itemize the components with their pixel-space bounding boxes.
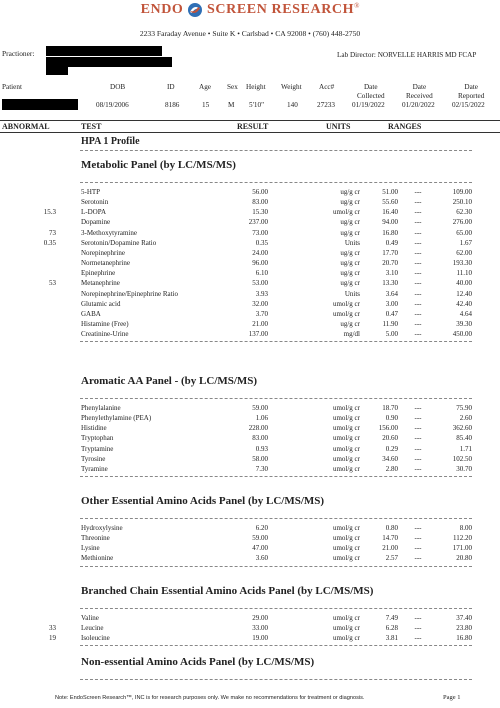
range-high: 112.20 — [453, 534, 472, 543]
id-col-header: ID — [167, 83, 175, 91]
logo-swirl-icon — [187, 2, 203, 18]
range-high: 450.00 — [452, 330, 472, 339]
result-row — [0, 269, 500, 279]
range-low: 0.47 — [385, 309, 398, 318]
range-high: 4.64 — [459, 309, 472, 318]
abnormal-value: 19 — [49, 634, 56, 643]
range-low: 55.60 — [382, 198, 398, 207]
range-high: 276.00 — [452, 218, 472, 227]
result-row — [0, 524, 500, 534]
units-value: umol/g cr — [332, 444, 360, 453]
range-high: 193.30 — [452, 259, 472, 268]
section-end-divider — [80, 645, 472, 646]
range-separator: --- — [414, 454, 422, 463]
received-col-header — [406, 83, 433, 101]
test-name: Epinephrine — [81, 269, 116, 278]
range-high: 362.60 — [452, 424, 472, 433]
range-high: 62.00 — [456, 248, 472, 257]
profile-divider — [80, 150, 472, 151]
result-row — [0, 330, 500, 340]
test-name: Histidine — [81, 424, 107, 433]
weight-col-header: Weight — [281, 83, 302, 91]
units-value: umol/g cr — [332, 404, 360, 412]
section-divider — [80, 608, 472, 609]
brand-logo — [0, 2, 500, 18]
profile-title: HPA 1 Profile — [81, 136, 140, 147]
result-row — [0, 624, 500, 634]
range-low: 156.00 — [378, 424, 398, 433]
lab-director: Lab Director: NORVELLE HARRIS MD FCAP — [337, 51, 477, 59]
range-high: 2.60 — [459, 414, 472, 423]
units-value: umol/g cr — [332, 208, 360, 217]
test-name: Tyrosine — [81, 454, 106, 463]
result-row — [0, 208, 500, 218]
range-high: 12.40 — [456, 289, 472, 298]
test-name: Methionine — [81, 554, 114, 563]
units-value: ug/g cr — [340, 218, 360, 227]
range-low: 0.29 — [385, 444, 398, 453]
patient-dob: 08/19/2006 — [96, 101, 129, 109]
abnormal-value: 53 — [49, 279, 56, 288]
test-name: Tryptamine — [81, 444, 114, 453]
test-name: Tryptophan — [81, 434, 114, 443]
range-separator: --- — [414, 424, 422, 433]
test-name: Norepinephrine/Epinephrine Ratio — [81, 289, 178, 298]
patient-weight: 140 — [287, 101, 298, 109]
patient-reported: 02/15/2022 — [452, 101, 485, 109]
abnormal-value: 15.3 — [43, 208, 56, 217]
section-title: Non-essential Amino Acids Panel (by LC/MS/MS) — [81, 656, 315, 668]
result-value: 53.00 — [252, 279, 268, 288]
range-separator: --- — [414, 614, 422, 622]
result-value: 58.00 — [252, 454, 268, 463]
result-value: 21.00 — [252, 319, 268, 328]
range-low: 34.60 — [382, 454, 398, 463]
range-low: 94.00 — [382, 218, 398, 227]
range-high: 171.00 — [452, 544, 472, 553]
units-value: umol/g cr — [332, 624, 360, 633]
section-title: Aromatic AA Panel - (by LC/MS/MS) — [81, 375, 258, 387]
section-title: Branched Chain Essential Amino Acids Panel (by LC/MS/MS) — [81, 585, 374, 597]
range-separator: --- — [414, 289, 422, 298]
abnormal-value: 73 — [49, 228, 56, 237]
result-row — [0, 218, 500, 228]
received-header-line1: Date — [412, 83, 427, 91]
test-name: Phenylalanine — [81, 404, 121, 412]
result-row — [0, 404, 500, 414]
result-row — [0, 188, 500, 198]
range-separator: --- — [414, 444, 422, 453]
range-separator: --- — [414, 534, 422, 543]
column-header-bottom-rule — [0, 132, 500, 133]
result-row — [0, 554, 500, 564]
test-name: Serotonin/Dopamine Ratio — [81, 238, 157, 247]
result-value: 228.00 — [248, 424, 268, 433]
test-name: Serotonin — [81, 198, 109, 207]
test-name: L-DOPA — [81, 208, 107, 217]
abnormal-value: 33 — [49, 624, 56, 633]
range-high: 62.30 — [456, 208, 472, 217]
range-high: 42.40 — [456, 299, 472, 308]
range-high: 1.71 — [459, 444, 472, 453]
range-low: 20.70 — [382, 259, 398, 268]
range-high: 37.40 — [456, 614, 472, 622]
result-value: 33.00 — [252, 624, 268, 633]
range-high: 30.70 — [456, 464, 472, 473]
result-value: 237.00 — [248, 218, 268, 227]
result-row — [0, 249, 500, 259]
units-col-header: UNITS — [326, 122, 351, 131]
range-separator: --- — [414, 198, 422, 207]
units-value: ug/g cr — [340, 279, 360, 288]
dob-col-header: DOB — [110, 83, 126, 91]
result-value: 0.93 — [255, 444, 268, 453]
range-low: 13.30 — [382, 279, 398, 288]
range-separator: --- — [414, 228, 422, 237]
test-name: Tyramine — [81, 464, 108, 473]
test-name: Leucine — [81, 624, 104, 633]
section-end-divider — [80, 341, 472, 342]
test-name: Histamine (Free) — [81, 319, 129, 328]
range-separator: --- — [414, 188, 422, 196]
patient-age: 15 — [202, 101, 210, 109]
abnormal-col-header: ABNORMAL — [2, 122, 50, 131]
units-value: umol/g cr — [332, 554, 360, 563]
range-high: 40.00 — [456, 279, 472, 288]
practioner-label: Practioner: — [2, 49, 35, 58]
result-row — [0, 434, 500, 444]
range-high: 8.00 — [459, 524, 472, 532]
test-name: Hydroxylysine — [81, 524, 123, 532]
units-value: umol/g cr — [332, 464, 360, 473]
range-separator: --- — [414, 414, 422, 423]
result-row — [0, 259, 500, 269]
units-value: ug/g cr — [340, 259, 360, 268]
result-value: 3.70 — [255, 309, 268, 318]
section-divider — [80, 398, 472, 399]
range-low: 6.28 — [385, 624, 398, 633]
range-low: 0.90 — [385, 414, 398, 423]
range-low: 0.49 — [385, 238, 398, 247]
range-low: 2.80 — [385, 464, 398, 473]
result-value: 59.00 — [252, 404, 268, 412]
result-row — [0, 198, 500, 208]
range-high: 16.80 — [456, 634, 472, 643]
footer-note: Note: EndoScreen Research™, INC is for research purposes only. We make no recommendations for treatment or diagnosis. — [55, 695, 365, 701]
units-value: ug/g cr — [340, 269, 360, 278]
section-divider — [80, 182, 472, 183]
result-value: 1.06 — [255, 414, 268, 423]
result-row — [0, 279, 500, 289]
section-divider — [80, 679, 472, 680]
test-name: 3-Methoxytyramine — [81, 228, 137, 237]
result-value: 32.00 — [252, 299, 268, 308]
range-low: 51.00 — [382, 188, 398, 196]
result-row — [0, 424, 500, 434]
result-value: 15.30 — [252, 208, 268, 217]
range-low: 0.80 — [385, 524, 398, 532]
test-name: Valine — [81, 614, 99, 622]
result-col-header: RESULT — [237, 122, 269, 131]
units-value: ug/g cr — [340, 198, 360, 207]
patient-id: 8186 — [165, 101, 180, 109]
units-value: umol/g cr — [332, 454, 360, 463]
range-separator: --- — [414, 330, 422, 339]
range-low: 14.70 — [382, 534, 398, 543]
redacted-practitioner-name — [46, 46, 162, 56]
result-value: 7.30 — [255, 464, 268, 473]
reported-header-line2: Reported — [458, 92, 485, 100]
range-low: 3.10 — [385, 269, 398, 278]
range-separator: --- — [414, 524, 422, 532]
test-name: Normetanephrine — [81, 259, 130, 268]
result-row — [0, 465, 500, 475]
result-value: 19.00 — [252, 634, 268, 643]
redacted-practitioner-address-1 — [46, 57, 172, 67]
units-value: ug/g cr — [340, 188, 360, 196]
range-low: 3.81 — [385, 634, 398, 643]
test-name: Phenylethylamine (PEA) — [81, 414, 152, 423]
result-value: 73.00 — [252, 228, 268, 237]
sex-col-header: Sex — [227, 83, 238, 91]
result-value: 29.00 — [252, 614, 268, 622]
range-separator: --- — [414, 624, 422, 633]
range-low: 16.40 — [382, 208, 398, 217]
range-separator: --- — [414, 634, 422, 643]
test-name: Threonine — [81, 534, 110, 543]
column-header-top-rule — [0, 120, 500, 121]
result-row — [0, 300, 500, 310]
range-high: 85.40 — [456, 434, 472, 443]
reported-header-line1: Date — [464, 83, 478, 91]
result-row — [0, 544, 500, 554]
result-value: 137.00 — [248, 330, 268, 339]
result-row — [0, 310, 500, 320]
patient-sex: M — [228, 101, 235, 109]
test-name: Lysine — [81, 544, 100, 553]
patient-col-header: Patient — [2, 83, 22, 91]
range-high: 75.90 — [456, 404, 472, 412]
range-separator: --- — [414, 544, 422, 553]
range-high: 23.80 — [456, 624, 472, 633]
result-row — [0, 290, 500, 300]
age-col-header: Age — [199, 83, 211, 91]
section-title: Other Essential Amino Acids Panel (by LC/MS/MS) — [81, 495, 325, 507]
range-low: 5.00 — [385, 330, 398, 339]
result-value: 0.35 — [255, 238, 268, 247]
range-separator: --- — [414, 319, 422, 328]
redacted-practitioner-address-2 — [46, 67, 68, 75]
range-low: 18.70 — [382, 404, 398, 412]
result-value: 24.00 — [252, 248, 268, 257]
result-row — [0, 634, 500, 644]
range-high: 1.67 — [459, 238, 472, 247]
result-row — [0, 320, 500, 330]
range-separator: --- — [414, 248, 422, 257]
result-value: 83.00 — [252, 434, 268, 443]
range-high: 109.00 — [452, 188, 472, 196]
section-divider — [80, 518, 472, 519]
test-col-header: TEST — [81, 122, 102, 131]
brand-name-right: SCREEN RESEARCH — [207, 2, 355, 17]
range-low: 17.70 — [382, 248, 398, 257]
result-row — [0, 534, 500, 544]
units-value: umol/g cr — [332, 524, 360, 532]
range-low: 2.57 — [385, 554, 398, 563]
section-title: Metabolic Panel (by LC/MS/MS) — [81, 159, 236, 171]
range-high: 20.80 — [456, 554, 472, 563]
range-separator: --- — [414, 279, 422, 288]
range-low: 11.90 — [382, 319, 398, 328]
brand-name-left: ENDO — [140, 2, 184, 17]
units-value: umol/g cr — [332, 299, 360, 308]
test-name: Glutamic acid — [81, 299, 121, 308]
section-end-divider — [80, 476, 472, 477]
units-value: Units — [344, 289, 360, 298]
units-value: umol/g cr — [332, 434, 360, 443]
test-name: Dopamine — [81, 218, 111, 227]
range-separator: --- — [414, 238, 422, 247]
range-separator: --- — [414, 464, 422, 473]
range-separator: --- — [414, 309, 422, 318]
result-value: 47.00 — [252, 544, 268, 553]
test-name: GABA — [81, 309, 101, 318]
range-separator: --- — [414, 208, 422, 217]
units-value: umol/g cr — [332, 424, 360, 433]
result-row — [0, 455, 500, 465]
units-value: mg/dl — [343, 330, 360, 339]
range-separator: --- — [414, 434, 422, 443]
units-value: umol/g cr — [332, 414, 360, 423]
units-value: ug/g cr — [340, 319, 360, 328]
patient-acc: 27233 — [317, 101, 335, 109]
test-name: Isoleucine — [81, 634, 110, 643]
patient-collected: 01/19/2022 — [352, 101, 385, 109]
page-number: Page 1 — [443, 694, 461, 701]
test-name: Norepinephrine — [81, 248, 125, 257]
result-value: 3.93 — [255, 289, 268, 298]
result-value: 59.00 — [252, 534, 268, 543]
collected-header-line1: Date — [363, 83, 378, 91]
acc-col-header: Acc# — [319, 83, 335, 91]
test-name: Creatinine-Urine — [81, 330, 129, 339]
units-value: umol/g cr — [332, 614, 360, 622]
range-high: 65.00 — [456, 228, 472, 237]
test-name: Metanephrine — [81, 279, 120, 288]
registered-mark: ® — [354, 2, 360, 10]
range-separator: --- — [414, 218, 422, 227]
patient-height: 5'10" — [249, 101, 265, 109]
result-row — [0, 239, 500, 249]
range-separator: --- — [414, 259, 422, 268]
range-high: 11.10 — [456, 269, 472, 278]
patient-received: 01/20/2022 — [402, 101, 435, 109]
section-end-divider — [80, 566, 472, 567]
result-row — [0, 445, 500, 455]
test-name: 5-HTP — [81, 188, 101, 196]
range-high: 102.50 — [452, 454, 472, 463]
range-separator: --- — [414, 299, 422, 308]
abnormal-value: 0.35 — [43, 238, 56, 247]
result-value: 3.60 — [255, 554, 268, 563]
range-separator: --- — [414, 404, 422, 412]
range-low: 20.60 — [382, 434, 398, 443]
collected-col-header — [357, 83, 385, 101]
range-high: 39.30 — [456, 319, 472, 328]
result-row — [0, 414, 500, 424]
ranges-col-header: RANGES — [388, 122, 422, 131]
result-value: 6.10 — [255, 269, 268, 278]
units-value: ug/g cr — [340, 228, 360, 237]
result-value: 6.20 — [255, 524, 268, 532]
range-low: 21.00 — [382, 544, 398, 553]
result-value: 96.00 — [252, 259, 268, 268]
result-row — [0, 229, 500, 239]
collected-header-line2: Collected — [357, 92, 385, 100]
range-low: 3.00 — [385, 299, 398, 308]
redacted-patient-name — [2, 99, 78, 110]
units-value: umol/g cr — [332, 544, 360, 553]
units-value: ug/g cr — [340, 248, 360, 257]
units-value: umol/g cr — [332, 309, 360, 318]
range-separator: --- — [414, 269, 422, 278]
lab-address: 2233 Faraday Avenue • Suite K • Carlsbad • CA 92008 • (760) 448-2750 — [139, 29, 361, 38]
range-separator: --- — [414, 554, 422, 563]
result-row — [0, 614, 500, 624]
range-high: 250.10 — [452, 198, 472, 207]
units-value: Units — [344, 238, 360, 247]
units-value: umol/g cr — [332, 634, 360, 643]
height-col-header: Height — [246, 83, 266, 91]
received-header-line2: Received — [406, 92, 433, 100]
result-value: 56.00 — [252, 188, 268, 196]
range-low: 7.49 — [385, 614, 398, 622]
units-value: umol/g cr — [332, 534, 360, 543]
range-low: 3.64 — [385, 289, 398, 298]
range-low: 16.80 — [382, 228, 398, 237]
result-value: 83.00 — [252, 198, 268, 207]
reported-col-header — [458, 83, 484, 101]
